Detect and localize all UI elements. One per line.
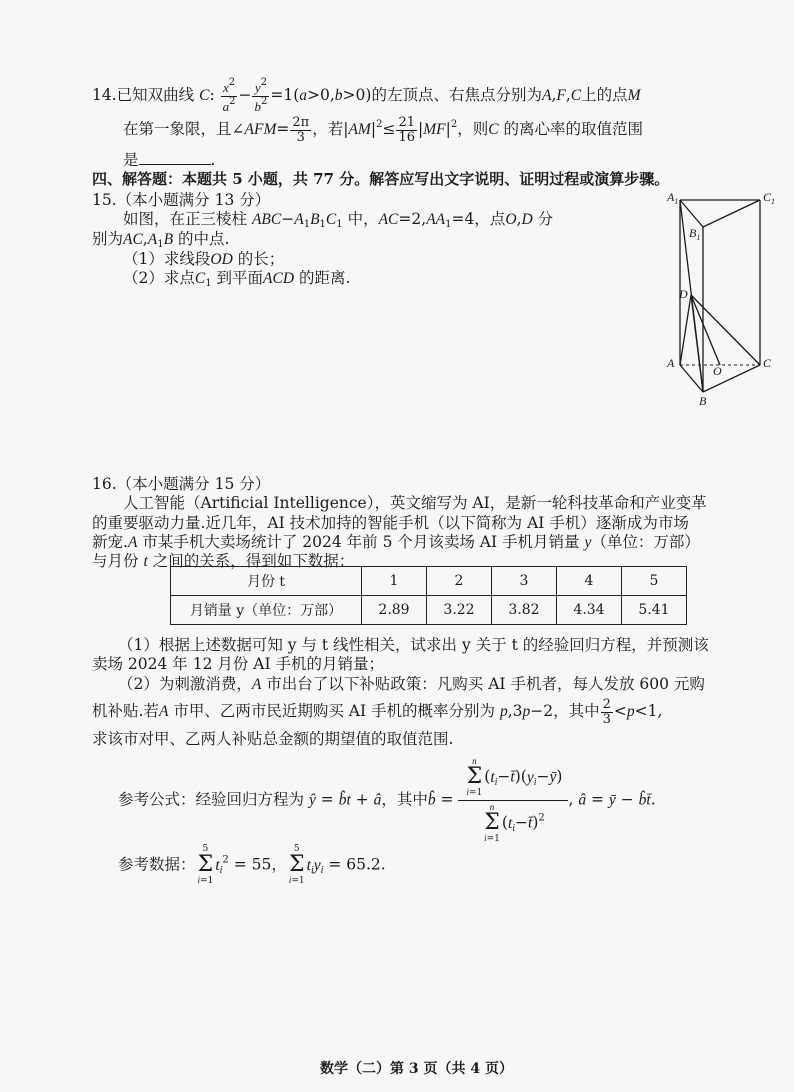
- table-cell: 3.82: [492, 596, 557, 625]
- table-cell: 4.34: [557, 596, 622, 625]
- q15-line2: 别为$AC,A_1B$ 的中点.: [92, 230, 230, 250]
- row-label-month: 月份 t: [171, 567, 362, 596]
- q15-header: 15.（本小题满分 13 分）: [92, 191, 271, 209]
- fraction-y2-b2: $\frac{y^2}{b^2}$: [254, 77, 268, 114]
- q16-p1-line2: 的重要驱动力量.近几年，AI 技术加持的智能手机（以下简称为 AI 手机）逐渐成为市场: [92, 514, 689, 532]
- slope-formula: n Σ i=1 $(t_i-t̄)(y_i-ȳ)$ n Σ i=1 $(t_i-t̄)^2$: [458, 757, 568, 844]
- row-label-sales: 月销量 y（单位：万部）: [171, 596, 362, 625]
- reference-data: 参考数据： 5 Σ i=1 $t_i^2 = 55$， 5 Σ i=1 $t_iy_i = 65.2$.: [118, 844, 386, 886]
- q15-part1: （1）求线段OD 的长；: [123, 250, 285, 268]
- table-cell: 2.89: [362, 596, 427, 625]
- table-cell: 2: [427, 567, 492, 596]
- data-table: [170, 566, 687, 625]
- q16-header: 16.（本小题满分 15 分）: [92, 475, 271, 493]
- label-a: A: [667, 356, 675, 370]
- label-c1: $C_1$: [763, 190, 776, 206]
- q14-line2: 在第一象限，且∠AFM= $\frac{2\pi}{3}$ ，若$|AM|^2\le$ $\frac{21}{16}$ $|MF|^2$，则C 的离心率的取值范围: [123, 115, 644, 145]
- table-cell: 5: [622, 567, 687, 596]
- table-cell: 5.41: [622, 596, 687, 625]
- q16-part2-line3: 求该市对甲、乙两人补贴总金额的期望值的取值范围.: [92, 730, 454, 748]
- q16-p1-line1: 人工智能（Artificial Intelligence），英文缩写为 AI，是新一轮科技革命和产业变革: [123, 494, 707, 512]
- answer-blank[interactable]: [139, 164, 211, 165]
- table-row: [171, 567, 687, 596]
- q16-part1-line1: （1）根据上述数据可知 y 与 t 线性相关，试求出 y 关于 t 的经验回归方程，并预测该: [118, 636, 709, 654]
- table-cell: 3.22: [427, 596, 492, 625]
- q15-line1: 如图，在正三棱柱 $ABC-A_1B_1C_1$ 中，$AC=2,AA_1=4$，点O,D 分: [123, 210, 554, 230]
- q14-line3: 是 .: [123, 151, 216, 169]
- table-cell: 1: [362, 567, 427, 596]
- q14-line1: 14.已知双曲线 C: $\frac{x^2}{a^2}$ − $\frac{y^2}{b^2}$ =1(a>0,b>0)的左顶点、右焦点分别为A,F,C上的点M: [92, 77, 641, 114]
- table-cell: 3: [492, 567, 557, 596]
- table-row: [171, 596, 687, 625]
- q16-part2-line2: 机补贴.若A 市甲、乙两市民近期购买 AI 手机的概率分别为 p,3p−2，其中 $\frac{2}{3}$ <p<1,: [92, 697, 663, 727]
- section-title: 四、解答题：本题共 5 小题，共 77 分。解答应写出文字说明、证明过程或演算步骤。: [92, 170, 670, 188]
- q15-part2: （2）求点$C_1$ 到平面ACD 的距离.: [123, 269, 351, 289]
- label-b1: $B_1$: [689, 226, 701, 242]
- label-a1: $A_1$: [667, 190, 679, 206]
- q16-p1-line3: 新宠.A 市某手机大卖场统计了 2024 年前 5 个月该卖场 AI 手机月销量 y（单位：万部）: [92, 533, 700, 551]
- label-d: D: [679, 287, 688, 301]
- label-c: C: [763, 356, 772, 370]
- q16-part1-line2: 卖场 2024 年 12 月份 AI 手机的月销量；: [92, 655, 385, 673]
- label-b: B: [699, 394, 707, 408]
- table-cell: 4: [557, 567, 622, 596]
- fraction-x2-a2: $\frac{x^2}{a^2}$: [222, 77, 236, 114]
- prism-figure: [655, 185, 785, 410]
- q16-p1-line4: 与月份 t 之间的关系，得到如下数据：: [92, 552, 355, 570]
- label-o: O: [713, 364, 722, 378]
- page-footer: 数学（二）第 3 页（共 4 页）: [320, 1061, 513, 1077]
- q16-part2-line1: （2）为刺激消费，A 市出台了以下补贴政策：凡购买 AI 手机者，每人发放 600 元购: [118, 675, 705, 693]
- reference-formula: 参考公式：经验回归方程为 ŷ = b̂t + â，其中b̂ = n Σ i=1 $(t_i-t̄)(y_i-ȳ)$ n Σ i=1 $(t_i-t̄)^2$ , â = ȳ − b̂t̄.: [118, 756, 656, 844]
